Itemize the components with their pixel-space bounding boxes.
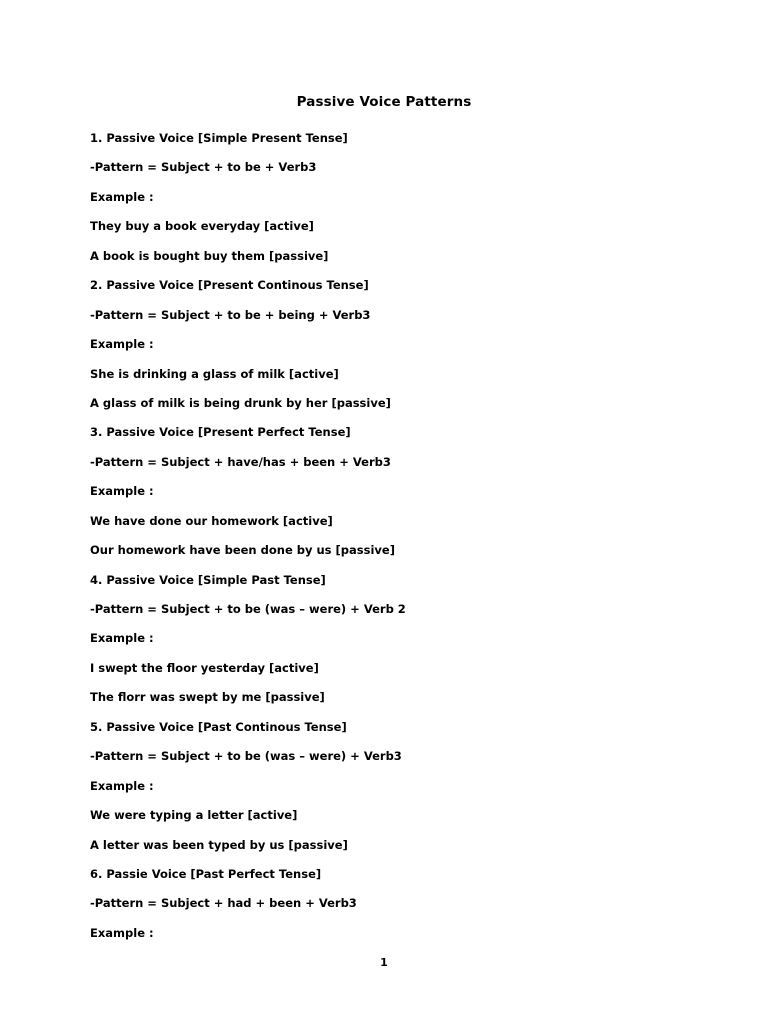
active-example: We have done our homework [active]	[90, 513, 333, 528]
passive-example: A book is bought buy them [passive]	[90, 248, 329, 263]
active-example: I swept the floor yesterday [active]	[90, 660, 319, 675]
section-heading-past-perfect: 6. Passie Voice [Past Perfect Tense]	[90, 866, 322, 881]
passive-example: The florr was swept by me [passive]	[90, 690, 325, 705]
section-heading-simple-past: 4. Passive Voice [Simple Past Tense]	[90, 572, 326, 587]
pattern-line: -Pattern = Subject + to be + Verb3	[90, 160, 317, 175]
pattern-line: -Pattern = Subject + had + been + Verb3	[90, 896, 357, 911]
example-label: Example :	[90, 631, 154, 646]
passive-example: Our homework have been done by us [passive]	[90, 543, 395, 558]
section-heading-present-perfect: 3. Passive Voice [Present Perfect Tense]	[90, 425, 351, 440]
example-label: Example :	[90, 925, 154, 940]
active-example: We were typing a letter [active]	[90, 808, 298, 823]
passive-example: A glass of milk is being drunk by her [passive]	[90, 395, 391, 410]
section-heading-simple-present: 1. Passive Voice [Simple Present Tense]	[90, 131, 348, 145]
pattern-line: -Pattern = Subject + to be (was – were) + Verb3	[90, 749, 402, 764]
example-label: Example :	[90, 778, 154, 793]
example-label: Example :	[90, 337, 154, 352]
pattern-line: -Pattern = Subject + to be + being + Verb3	[90, 307, 371, 322]
page-number: 1	[380, 956, 388, 969]
section-heading-past-continuous: 5. Passive Voice [Past Continous Tense]	[90, 719, 347, 734]
page-title: Passive Voice Patterns	[296, 94, 472, 110]
document-body	[90, 130, 710, 954]
example-label: Example :	[90, 189, 154, 204]
active-example: She is drinking a glass of milk [active]	[90, 366, 339, 381]
passive-example: A letter was been typed by us [passive]	[90, 837, 348, 852]
pattern-line: -Pattern = Subject + have/has + been + Verb3	[90, 454, 391, 469]
pattern-line: -Pattern = Subject + to be (was – were) + Verb 2	[90, 602, 406, 616]
active-example: They buy a book everyday [active]	[90, 219, 314, 234]
section-heading-present-continuous: 2. Passive Voice [Present Continous Tense]	[90, 278, 369, 293]
example-label: Example :	[90, 484, 154, 499]
